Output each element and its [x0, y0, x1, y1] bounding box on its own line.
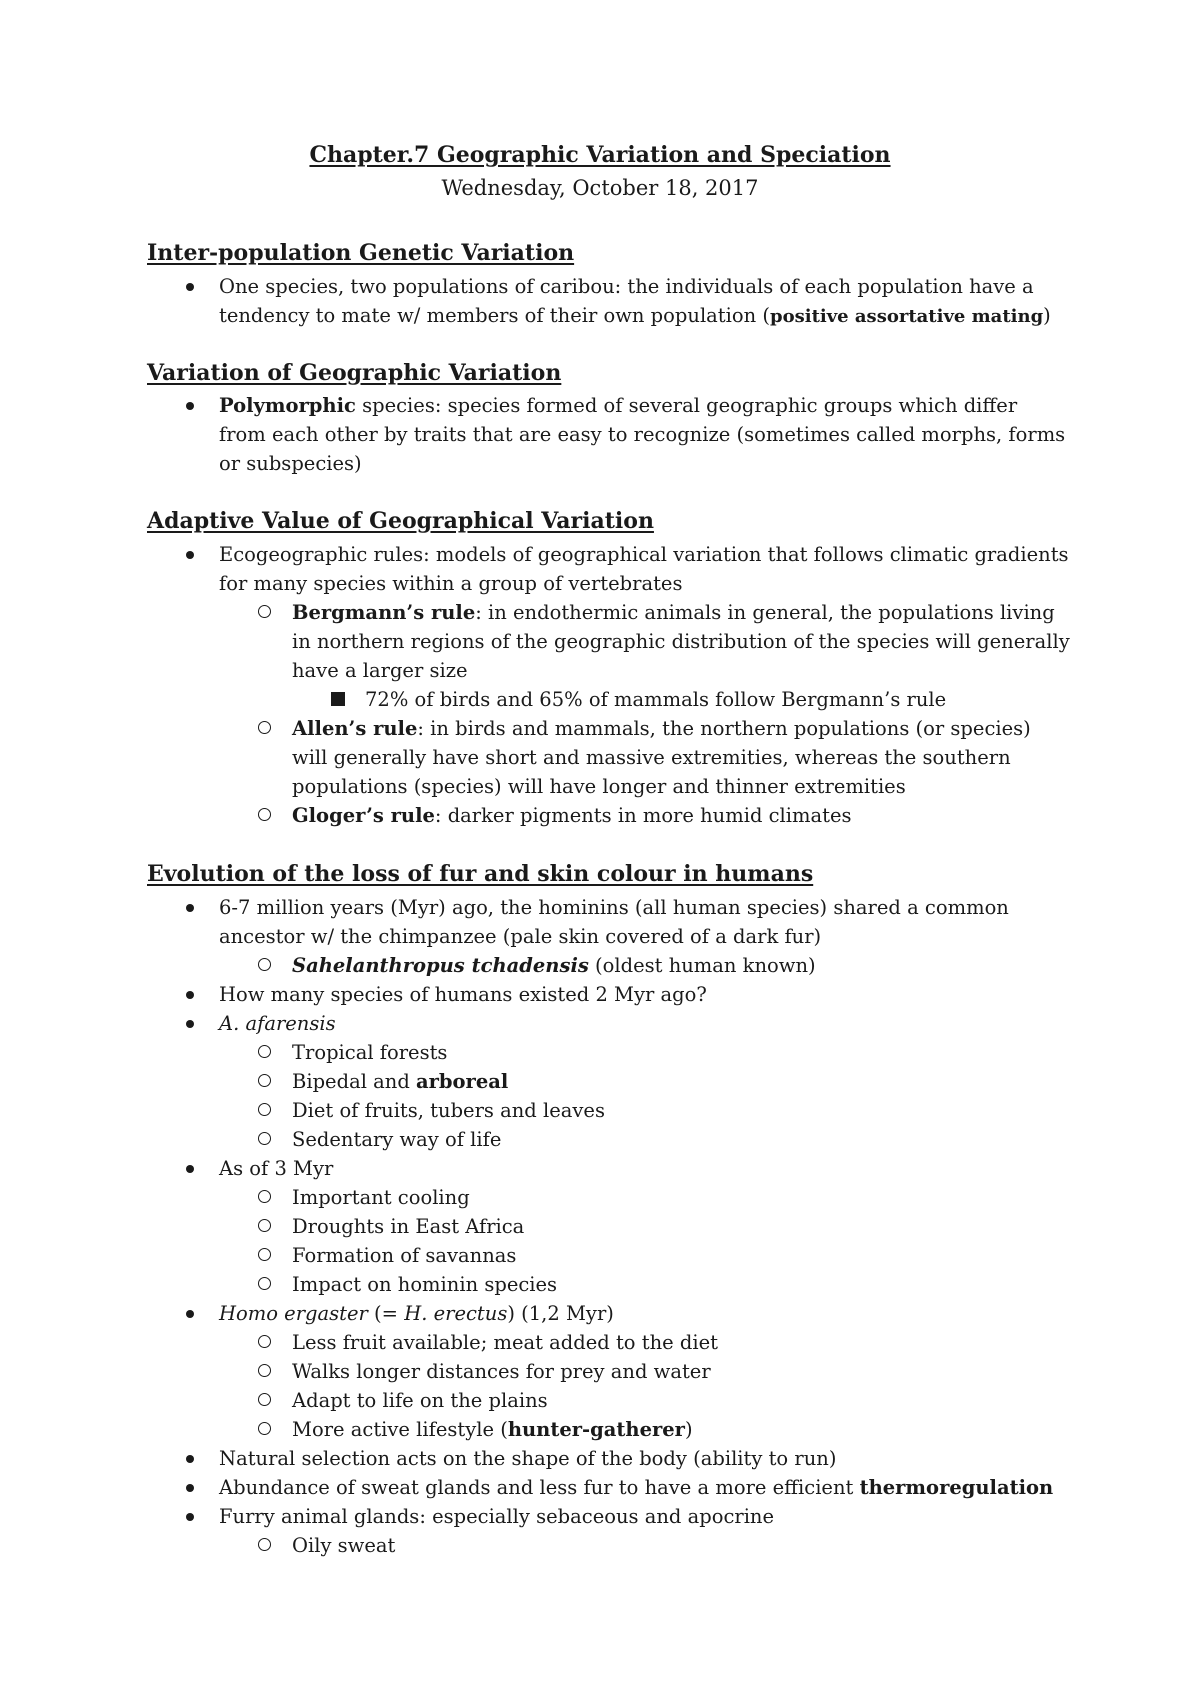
myr3-sub3: Formation of savannas — [292, 1244, 517, 1267]
heading-variation-of-geographic: Variation of Geographic Variation — [147, 360, 562, 386]
s3-bullet1-line1: Ecogeographic rules: models of geographical variation that follows climatic gradients — [219, 543, 1069, 566]
s4-bullet6: Natural selection acts on the shape of the body (ability to run) — [219, 1447, 837, 1470]
bullet-circle-icon — [258, 808, 271, 821]
bergmann-line2: in northern regions of the geographic distribution of the species will generally — [292, 630, 1070, 653]
bullet-dot-icon — [186, 551, 194, 559]
bullet-dot-icon — [186, 402, 194, 410]
myr3-sub2: Droughts in East Africa — [292, 1215, 525, 1238]
bullet-circle-icon — [258, 1393, 271, 1406]
bergmann-line3: have a larger size — [292, 659, 468, 682]
bullet-circle-icon — [258, 1335, 271, 1348]
term-arboreal: arboreal — [416, 1070, 509, 1093]
s2-bullet1-line3: or subspecies) — [219, 452, 362, 475]
allen-line1: Allen’s rule: in birds and mammals, the northern populations (or species) — [292, 717, 1031, 740]
ergaster-sub4: More active lifestyle (hunter-gatherer) — [292, 1418, 693, 1441]
bullet-circle-icon — [258, 1103, 271, 1116]
allen-line2: will generally have short and massive extremities, whereas the southern — [292, 746, 1011, 769]
bullet-dot-icon — [186, 1310, 194, 1318]
term-hunter-gatherer: hunter-gatherer — [507, 1418, 685, 1441]
bullet-circle-icon — [258, 1045, 271, 1058]
s4-bullet1-line2: ancestor w/ the chimpanzee (pale skin covered of a dark fur) — [219, 925, 822, 948]
myr3-sub4: Impact on hominin species — [292, 1273, 558, 1296]
s4-bullet1-line1: 6-7 million years (Myr) ago, the hominins (all human species) shared a common — [219, 896, 1009, 919]
bullet-dot-icon — [186, 283, 194, 291]
gloger-line: Gloger’s rule: darker pigments in more humid climates — [292, 804, 852, 827]
s1-bullet1-line1: One species, two populations of caribou: the individuals of each population have a — [219, 275, 1034, 298]
bullet-circle-icon — [258, 1422, 271, 1435]
bullet-circle-icon — [258, 1190, 271, 1203]
afarensis-sub3: Diet of fruits, tubers and leaves — [292, 1099, 605, 1122]
s1-bullet1-line2: tendency to mate w/ members of their own population (positive assortative mating) — [219, 304, 1051, 327]
s4-bullet5-ergaster: Homo ergaster (= H. erectus) (1,2 Myr) — [219, 1302, 614, 1325]
heading-inter-population: Inter-population Genetic Variation — [147, 240, 575, 266]
term-allens-rule: Allen’s rule — [292, 717, 418, 740]
bullet-dot-icon — [186, 904, 194, 912]
s3-bullet1-line2: for many species within a group of vertebrates — [219, 572, 683, 595]
term-glogers-rule: Gloger’s rule — [292, 804, 435, 827]
heading-evolution-fur-skin: Evolution of the loss of fur and skin colour in humans — [147, 861, 814, 887]
bullet-dot-icon — [186, 1455, 194, 1463]
bergmann-line1: Bergmann’s rule: in endothermic animals in general, the populations living — [292, 601, 1055, 624]
afarensis-sub2: Bipedal and arboreal — [292, 1070, 509, 1093]
term-positive-assortative-mating: positive assortative mating — [770, 306, 1044, 327]
page-title: Chapter.7 Geographic Variation and Speciation — [309, 142, 891, 168]
s2-bullet1-line1: Polymorphic species: species formed of several geographic groups which differ — [219, 394, 1018, 417]
term-bergmanns-rule: Bergmann’s rule — [292, 601, 476, 624]
heading-adaptive-value: Adaptive Value of Geographical Variation — [147, 508, 654, 534]
bullet-circle-icon — [258, 1364, 271, 1377]
bullet-circle-icon — [258, 958, 271, 971]
ergaster-sub1: Less fruit available; meat added to the diet — [292, 1331, 718, 1354]
bullet-circle-icon — [258, 721, 271, 734]
sahelanthropus-line: Sahelanthropus tchadensis (oldest human known) — [292, 954, 816, 977]
bullet-circle-icon — [258, 605, 271, 618]
bullet-dot-icon — [186, 1165, 194, 1173]
bullet-circle-icon — [258, 1074, 271, 1087]
bullet-dot-icon — [186, 1484, 194, 1492]
bullet-circle-icon — [258, 1277, 271, 1290]
bullet-circle-icon — [258, 1248, 271, 1261]
bergmann-subpoint: 72% of birds and 65% of mammals follow Bergmann’s rule — [365, 688, 947, 711]
afarensis-sub4: Sedentary way of life — [292, 1128, 502, 1151]
bullet-square-icon — [331, 692, 345, 706]
bullet-dot-icon — [186, 1020, 194, 1028]
bullet-dot-icon — [186, 991, 194, 999]
term-polymorphic: Polymorphic — [219, 394, 356, 417]
page-date: Wednesday, October 18, 2017 — [441, 176, 759, 200]
afarensis-sub1: Tropical forests — [292, 1041, 448, 1064]
ergaster-sub2: Walks longer distances for prey and water — [292, 1360, 711, 1383]
term-thermoregulation: thermoregulation — [859, 1476, 1054, 1499]
s2-bullet1-line2: from each other by traits that are easy to recognize (sometimes called morphs, forms — [219, 423, 1066, 446]
s4-bullet8: Furry animal glands: especially sebaceous and apocrine — [219, 1505, 775, 1528]
myr3-sub1: Important cooling — [292, 1186, 470, 1209]
bullet-circle-icon — [258, 1132, 271, 1145]
term-sahelanthropus: Sahelanthropus tchadensis — [292, 954, 589, 977]
bullet-circle-icon — [258, 1538, 271, 1551]
s4-bullet2: How many species of humans existed 2 Myr ago? — [219, 983, 707, 1006]
s4-bullet7: Abundance of sweat glands and less fur to have a more efficient thermoregulation — [219, 1476, 1054, 1499]
s4-bullet3-afarensis: A. afarensis — [219, 1012, 336, 1035]
bullet-dot-icon — [186, 1513, 194, 1521]
s4-bullet4: As of 3 Myr — [219, 1157, 334, 1180]
allen-line3: populations (species) will have longer and thinner extremities — [292, 775, 906, 798]
ergaster-sub3: Adapt to life on the plains — [292, 1389, 548, 1412]
glands-sub1: Oily sweat — [292, 1534, 396, 1557]
bullet-circle-icon — [258, 1219, 271, 1232]
